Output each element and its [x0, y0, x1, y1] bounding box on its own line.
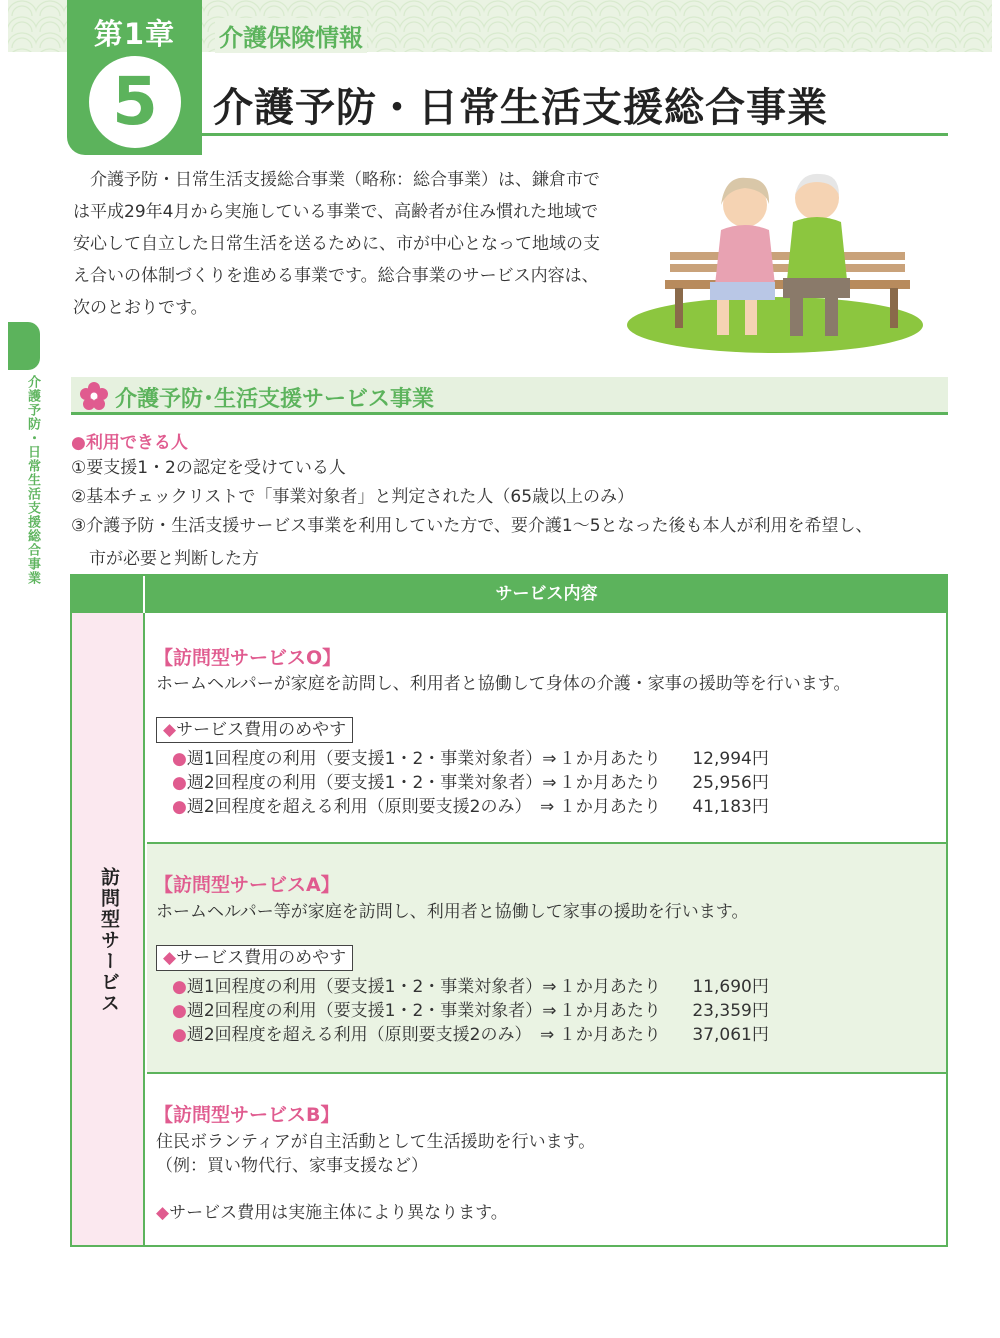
service-description: ホームヘルパー等が家庭を訪問し、利用者と協働して家事の援助を行います。: [156, 902, 749, 922]
side-tab: [8, 322, 40, 370]
service-cell-a: [147, 842, 946, 1072]
fee-row-amount: 12,994円: [692, 749, 769, 769]
subsection-heading: [71, 377, 948, 415]
fee-row-label: 週2回程度の利用（要支援1・2・事業対象者）⇒: [186, 1001, 557, 1021]
service-title: 【訪問型サービスA】: [154, 874, 340, 896]
eligibility-item: ①要支援1・2の認定を受けている人: [71, 458, 346, 478]
fee-row: [172, 768, 769, 793]
service-title: 【訪問型サービスO】: [154, 647, 342, 669]
intro-paragraph: 介護予防・日常生活支援総合事業（略称：総合事業）は、鎌倉市では平成29年4月から実施している事業で、高齢者が住み慣れた地域で安心して自立した日常生活を送るために、市が中心となって地域の支え合いの体制づくりを進める事業です。総合事業のサービス内容は、次のとおりです。: [73, 170, 600, 318]
fee-row-label: 週2回程度を超える利用（原則要支援2のみ） ⇒: [186, 1025, 555, 1045]
subsection-heading-text: 介護予防･生活支援サービス事業: [115, 387, 435, 412]
diamond-icon: ◆: [163, 948, 177, 968]
chapter-label: 第1章: [93, 17, 176, 51]
diamond-icon: ◆: [156, 1203, 170, 1223]
bullet-dot-icon: ●: [172, 773, 187, 793]
fee-row-label: 週2回程度を超える利用（原則要支援2のみ） ⇒: [186, 797, 555, 817]
eligibility-item: ③介護予防・生活支援サービス事業を利用していた方で、要介護1～5となった後も本人が利用を希望し、: [71, 516, 873, 536]
fee-row: [172, 972, 769, 997]
table-left-column: [72, 613, 145, 1245]
bullet-dot-icon: ●: [172, 1001, 187, 1021]
fee-row-amount: 25,956円: [692, 773, 769, 793]
fee-row-period: １か月あたり: [558, 749, 661, 769]
fee-note-text: サービス費用は実施主体により異なります。: [169, 1203, 508, 1223]
fee-row-period: １か月あたり: [558, 797, 661, 817]
service-description: 住民ボランティアが自主活動として生活援助を行います。: [156, 1132, 596, 1152]
fee-row: [172, 1020, 769, 1045]
fee-row-period: １か月あたり: [558, 1025, 661, 1045]
bullet-dot-icon: ●: [172, 1025, 187, 1045]
eligibility-item-continued: 市が必要と判断した方: [89, 549, 259, 569]
fee-row-label: 週1回程度の利用（要支援1・2・事業対象者）⇒: [186, 749, 557, 769]
sakura-flower-icon: [79, 381, 109, 411]
service-description-example: （例：買い物代行、家事支援など）: [156, 1156, 428, 1176]
bullet-dot-icon: ●: [172, 749, 187, 769]
service-cell-o: [147, 613, 946, 842]
fee-row-amount: 37,061円: [692, 1025, 769, 1045]
fee-row-amount: 11,690円: [692, 977, 769, 997]
fee-label: サービス費用のめやす: [176, 948, 347, 968]
service-title: 【訪問型サービスB】: [154, 1104, 340, 1126]
fee-row: [172, 792, 769, 817]
fee-row-amount: 23,359円: [692, 1001, 769, 1021]
fee-note: [156, 1198, 508, 1223]
diamond-icon: ◆: [163, 720, 177, 740]
fee-row: [172, 996, 769, 1021]
service-description: ホームヘルパーが家庭を訪問し、利用者と協働して身体の介護・家事の援助等を行います。: [156, 674, 851, 694]
eligibility-heading: ●利用できる人: [71, 433, 188, 453]
section-number: 5: [89, 56, 181, 148]
table-header-blank-cell: [72, 576, 145, 613]
fee-row-period: １か月あたり: [558, 1001, 661, 1021]
bullet-dot-icon: ●: [172, 977, 187, 997]
fee-label-box: [156, 945, 353, 971]
fee-label-box: [156, 717, 353, 743]
left-column-label: 訪問型サービス: [98, 867, 120, 1014]
bullet-dot-icon: ●: [172, 797, 187, 817]
fee-row-period: １か月あたり: [558, 773, 661, 793]
fee-row-period: １か月あたり: [558, 977, 661, 997]
section-tag: 介護保険情報: [215, 18, 367, 53]
side-tab-label: 介護予防・日常生活支援総合事業: [25, 375, 40, 585]
fee-row: [172, 744, 769, 769]
title-underline: [202, 133, 948, 136]
table-header: [72, 576, 946, 613]
page-title: 介護予防・日常生活支援総合事業: [213, 85, 828, 131]
service-table: [70, 574, 948, 1247]
fee-row-label: 週1回程度の利用（要支援1・2・事業対象者）⇒: [186, 977, 557, 997]
fee-row-amount: 41,183円: [692, 797, 769, 817]
chapter-badge: [67, 0, 202, 155]
table-header-label: サービス内容: [495, 584, 598, 604]
service-cell-b: [147, 1072, 946, 1245]
fee-row-label: 週2回程度の利用（要支援1・2・事業対象者）⇒: [186, 773, 557, 793]
elderly-couple-bench-illustration: [625, 160, 925, 355]
fee-label: サービス費用のめやす: [176, 720, 347, 740]
eligibility-item: ②基本チェックリストで「事業対象者」と判定された人（65歳以上のみ）: [71, 487, 635, 507]
